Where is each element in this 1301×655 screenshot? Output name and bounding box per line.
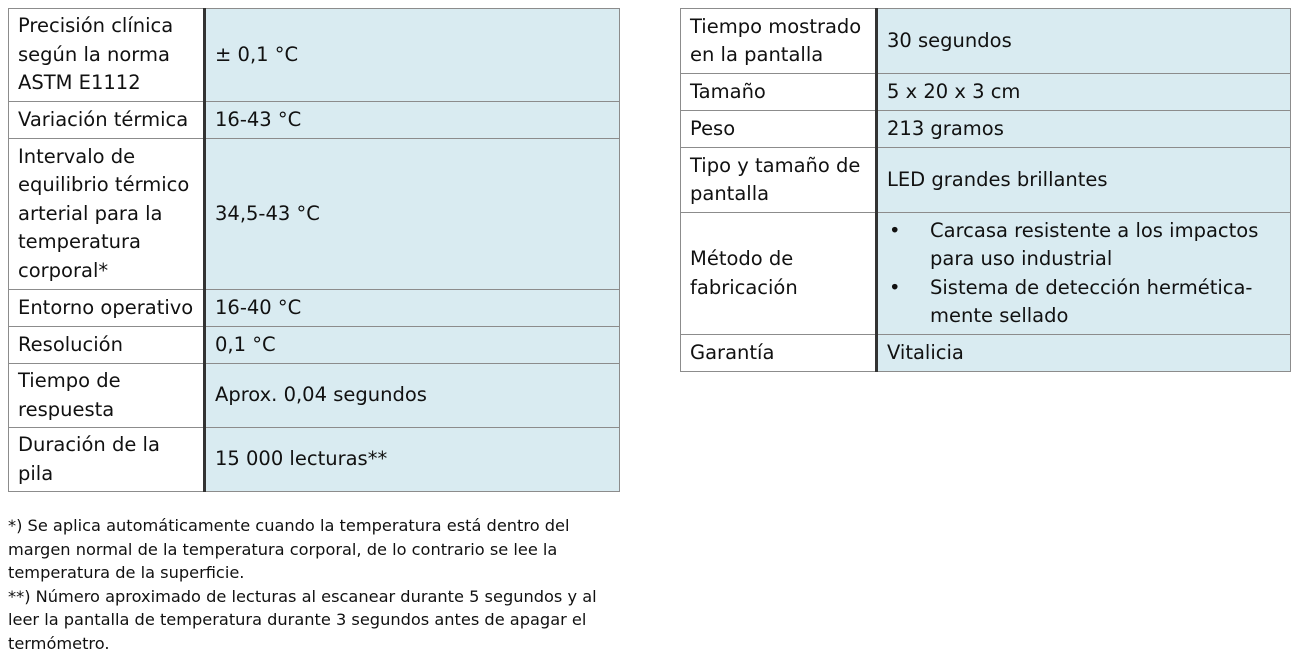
row-label: Peso (681, 111, 877, 148)
table-row (9, 102, 620, 139)
row-label: Tipo y tamaño de pantalla (681, 148, 877, 213)
specs-table-right (680, 8, 1291, 372)
table-row (9, 139, 620, 290)
row-value: 34,5-43 °C (205, 139, 620, 290)
row-label: Tamaño (681, 74, 877, 111)
list-item (887, 217, 1281, 274)
row-label: Garantía (681, 335, 877, 372)
row-value: 30 segundos (877, 9, 1291, 74)
row-value: Vitalicia (877, 335, 1291, 372)
row-label: Tiempo mostrado en la pantalla (681, 9, 877, 74)
row-label: Variación térmica (9, 102, 205, 139)
table-row (9, 290, 620, 327)
table-row (681, 148, 1291, 213)
table-row (681, 9, 1291, 74)
row-label: Duración de la pila (9, 428, 205, 492)
footnote: *) Se aplica automáticamente cuando la temperatura está dentro del margen normal de la temperatura corporal, de lo contrario se lee la temperatura de la superficie. (8, 514, 628, 585)
table-row (9, 364, 620, 428)
table-row (681, 213, 1291, 335)
row-value: Aprox. 0,04 segundos (205, 364, 620, 428)
row-label: Precisión clínica según la norma ASTM E1112 (9, 9, 205, 102)
row-value: 213 gramos (877, 111, 1291, 148)
row-value: 16-43 °C (205, 102, 620, 139)
table-row (9, 9, 620, 102)
bullet-icon: • (889, 217, 901, 246)
row-value (877, 213, 1291, 335)
bullet-list (887, 217, 1281, 331)
row-value: 5 x 20 x 3 cm (877, 74, 1291, 111)
row-value: ± 0,1 °C (205, 9, 620, 102)
list-item-text: Sistema de detección hermética-mente sellado (930, 276, 1252, 328)
list-item-text: Carcasa resistente a los impactos para uso industrial (930, 219, 1258, 271)
specs-table-left (8, 8, 620, 492)
row-value: 0,1 °C (205, 327, 620, 364)
row-label: Intervalo de equilibrio térmico arterial para la temperatura corporal* (9, 139, 205, 290)
footnote: **) Número aproximado de lecturas al escanear durante 5 segundos y al leer la pantalla de temperatura durante 3 segundos antes de apagar el termómetro. (8, 585, 628, 655)
row-label: Tiempo de respuesta (9, 364, 205, 428)
table-row (681, 74, 1291, 111)
list-item (887, 274, 1281, 331)
row-value: 15 000 lecturas** (205, 428, 620, 492)
bullet-icon: • (889, 274, 901, 303)
row-value: LED grandes brillantes (877, 148, 1291, 213)
table-row (9, 327, 620, 364)
footnotes (8, 514, 628, 655)
row-label: Entorno operativo (9, 290, 205, 327)
row-label: Método de fabricación (681, 213, 877, 335)
row-label: Resolución (9, 327, 205, 364)
row-value: 16-40 °C (205, 290, 620, 327)
table-row (681, 335, 1291, 372)
table-row (9, 428, 620, 492)
table-row (681, 111, 1291, 148)
